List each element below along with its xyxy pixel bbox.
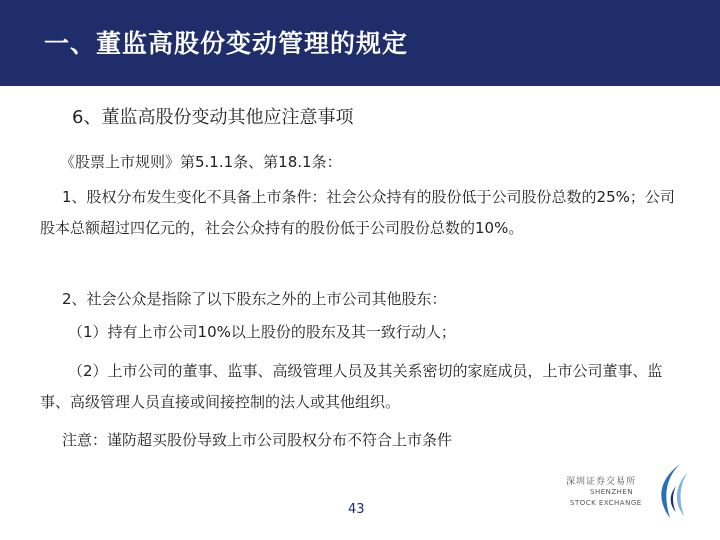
header-bar [0, 0, 720, 86]
page-number: 43 [348, 502, 365, 517]
item-2-sub-2-text: （2）上市公司的董事、监事、高级管理人员及其关系密切的家庭成员，上市公司董事、监事、高级管理人员直接或间接控制的法人或其他组织。 [40, 362, 663, 411]
szse-emblem-icon [650, 462, 696, 520]
item-2-sub-1-text: （1）持有上市公司10%以上股份的股东及其一致行动人； [68, 323, 456, 341]
item-2-text: 2、社会公众是指除了以下股东之外的上市公司其他股东： [62, 290, 447, 308]
logo-name-en-line2: STOCK EXCHANGE [570, 499, 642, 507]
item-1-text: 1、股权分布发生变化不具备上市条件：社会公众持有的股份低于公司股份总数的25%；公司股本总额超过四亿元的，社会公众持有的股份低于公司股份总数的10%。 [40, 188, 675, 237]
logo-name-en-line1: SHENZHEN [590, 488, 634, 496]
szse-logo [566, 462, 696, 522]
page-title: 一、董监高股份变动管理的规定 [44, 29, 409, 58]
note-text: 注意：谨防超买股份导致上市公司股权分布不符合上市条件 [62, 431, 453, 449]
source-reference: 《股票上市规则》第5.1.1条、第18.1条： [60, 153, 342, 171]
logo-name-cn: 深圳证券交易所 [566, 477, 637, 487]
section-heading: 6、董监高股份变动其他应注意事项 [72, 107, 354, 128]
